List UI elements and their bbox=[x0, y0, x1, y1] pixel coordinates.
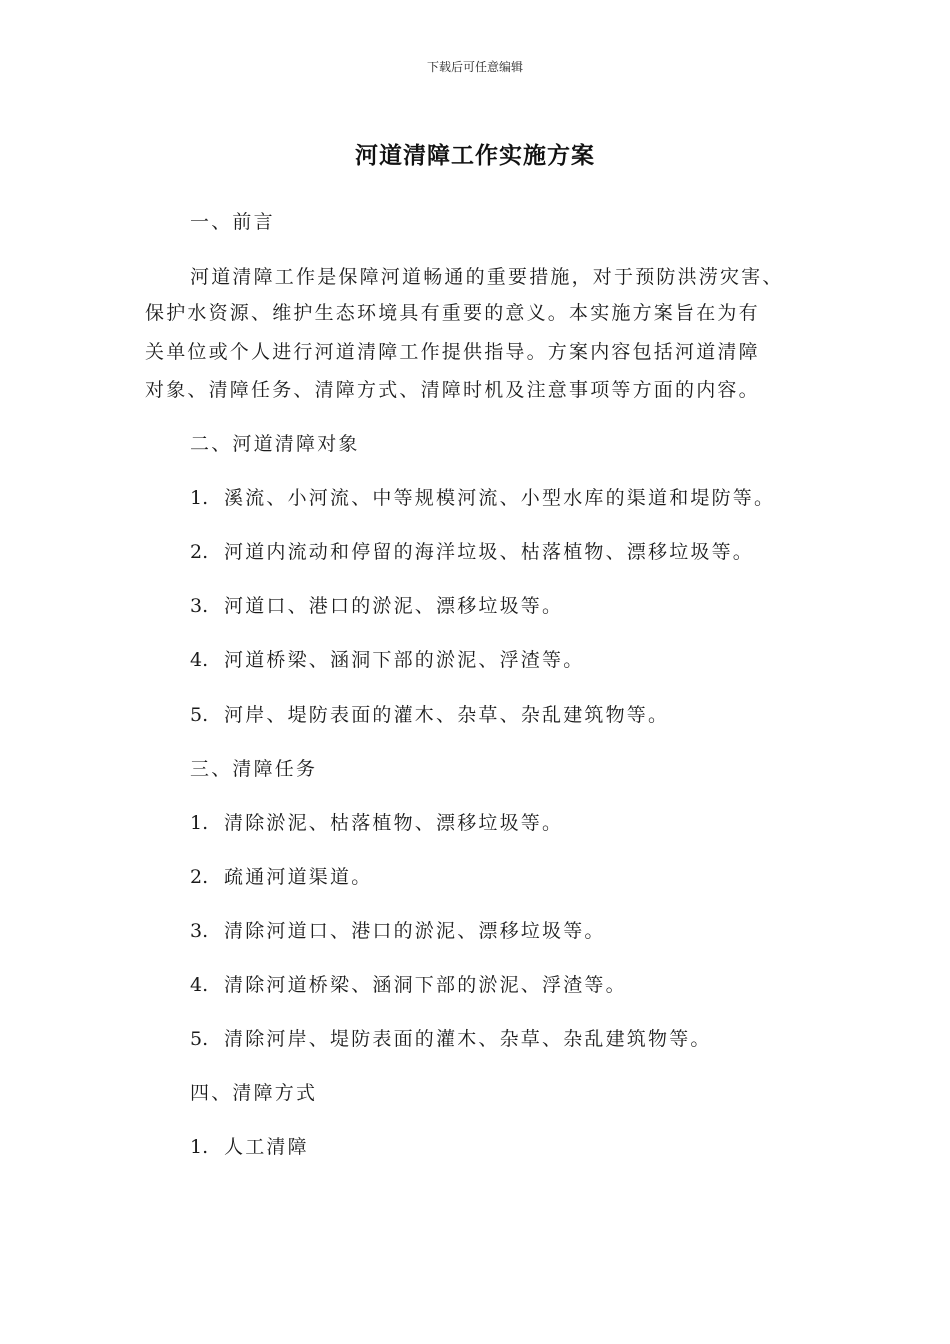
list-item-number: 3. bbox=[190, 595, 209, 617]
list-item-number: 5. bbox=[190, 1028, 209, 1050]
list-item-text: 溪流、小河流、中等规模河流、小型水库的渠道和堤防等。 bbox=[224, 487, 776, 509]
paragraph-line: 保护水资源、维护生态环境具有重要的意义。本实施方案旨在为有 bbox=[145, 302, 760, 324]
list-item-text: 河岸、堤防表面的灌木、杂草、杂乱建筑物等。 bbox=[224, 704, 670, 726]
paragraph-line: 关单位或个人进行河道清障工作提供指导。方案内容包括河道清障 bbox=[145, 341, 760, 363]
section-heading-tasks: 三、清障任务 bbox=[190, 758, 318, 780]
list-item bbox=[190, 703, 669, 727]
list-item-text: 河道桥梁、涵洞下部的淤泥、浮渣等。 bbox=[224, 649, 585, 671]
list-item-text: 清除河道桥梁、涵洞下部的淤泥、浮渣等。 bbox=[224, 974, 627, 996]
paragraph-line: 对象、清障任务、清障方式、清障时机及注意事项等方面的内容。 bbox=[145, 379, 760, 401]
list-item bbox=[190, 1027, 712, 1051]
list-item bbox=[190, 540, 754, 564]
list-item bbox=[190, 973, 627, 997]
section-heading-objects: 二、河道清障对象 bbox=[190, 433, 360, 455]
paragraph-line: 河道清障工作是保障河道畅通的重要措施，对于预防洪涝灾害、 bbox=[190, 266, 784, 288]
list-item-number: 4. bbox=[190, 649, 209, 671]
document-title: 河道清障工作实施方案 bbox=[355, 143, 595, 169]
list-item-number: 2. bbox=[190, 541, 209, 563]
list-item-number: 2. bbox=[190, 866, 209, 888]
list-item bbox=[190, 865, 372, 889]
list-item-text: 清除淤泥、枯落植物、漂移垃圾等。 bbox=[224, 812, 564, 834]
list-item-text: 人工清障 bbox=[224, 1136, 309, 1158]
list-item-number: 5. bbox=[190, 704, 209, 726]
list-item-number: 1. bbox=[190, 487, 209, 509]
list-item bbox=[190, 811, 563, 835]
list-item-number: 4. bbox=[190, 974, 209, 996]
list-item-text: 河道内流动和停留的海洋垃圾、枯落植物、漂移垃圾等。 bbox=[224, 541, 755, 563]
list-item-number: 1. bbox=[190, 1136, 209, 1158]
list-item-number: 3. bbox=[190, 920, 209, 942]
list-item bbox=[190, 486, 775, 510]
list-item bbox=[190, 919, 606, 943]
list-item-text: 疏通河道渠道。 bbox=[224, 866, 373, 888]
list-item bbox=[190, 648, 584, 672]
section-heading-methods: 四、清障方式 bbox=[190, 1082, 318, 1104]
list-item-text: 清除河道口、港口的淤泥、漂移垃圾等。 bbox=[224, 920, 606, 942]
list-item-text: 清除河岸、堤防表面的灌木、杂草、杂乱建筑物等。 bbox=[224, 1028, 712, 1050]
list-item-number: 1. bbox=[190, 812, 209, 834]
list-item bbox=[190, 1135, 309, 1159]
header-note: 下载后可任意编辑 bbox=[426, 60, 523, 74]
list-item bbox=[190, 594, 563, 618]
list-item-text: 河道口、港口的淤泥、漂移垃圾等。 bbox=[224, 595, 564, 617]
section-heading-preface: 一、前言 bbox=[190, 211, 275, 233]
